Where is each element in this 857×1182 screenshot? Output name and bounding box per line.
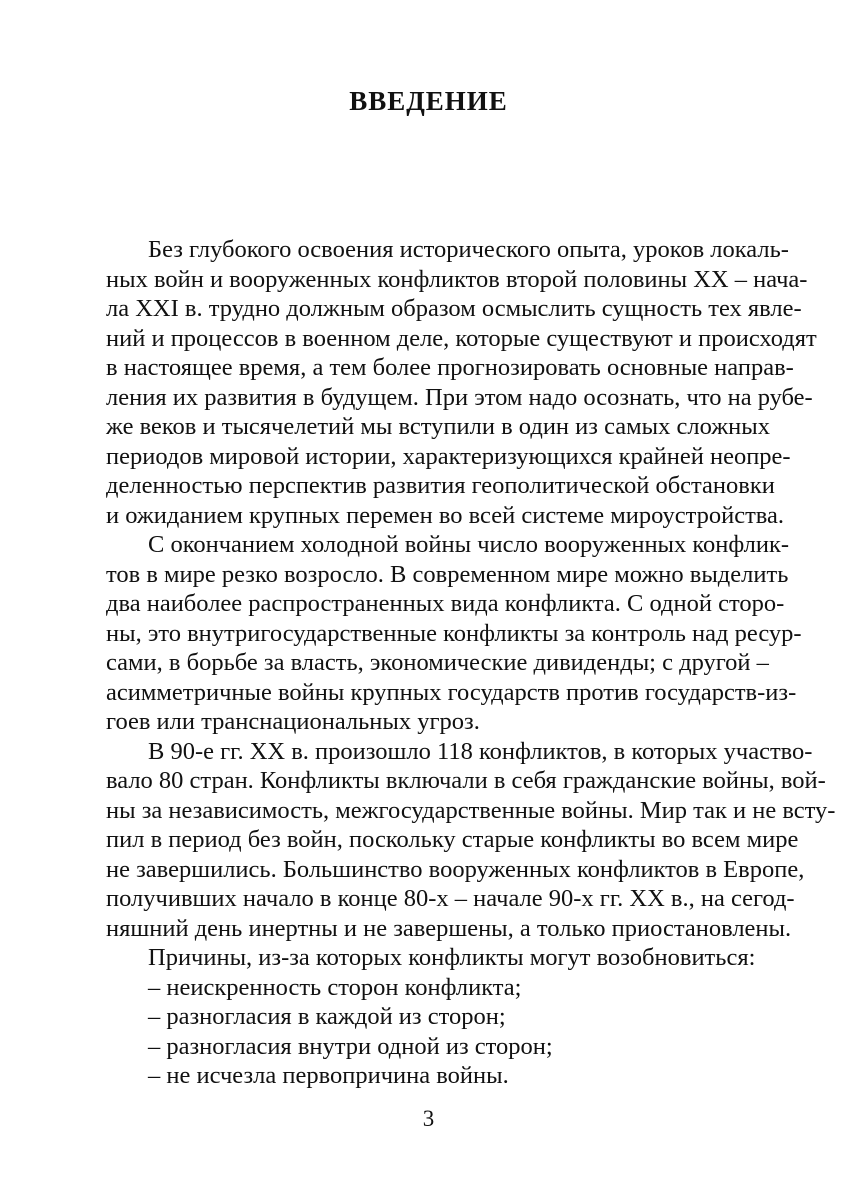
text-line: ла XXI в. трудно должным образом осмыслить сущность тех явле- <box>106 295 802 322</box>
text-line: гоев или транснациональных угроз. <box>106 708 480 735</box>
page-title: ВВЕДЕНИЕ <box>349 86 508 116</box>
text-line: тов в мире резко возросло. В современном мире можно выделить <box>106 560 789 588</box>
text-line: и ожиданием крупных перемен во всей системе мироустройства. <box>106 501 785 529</box>
list-item: – неискренность сторон конфликта; <box>148 973 522 1001</box>
text-line: же веков и тысячелетий мы вступили в один из самых сложных <box>106 413 770 440</box>
text-line: С окончанием холодной войны число вооруженных конфлик- <box>148 531 790 558</box>
list-item: – разногласия внутри одной из сторон; <box>148 1032 553 1060</box>
text-line: не завершились. Большинство вооруженных конфликтов в Европе, <box>106 855 805 883</box>
text-line: няшний день инертны и не завершены, а только приостановлены. <box>106 914 792 942</box>
text-line: Причины, из-за которых конфликты могут возобновиться: <box>148 944 756 971</box>
text-line: ления их развития в будущем. При этом надо осознать, что на рубе- <box>106 383 813 411</box>
text-line: два наиболее распространенных вида конфликта. С одной сторо- <box>106 590 785 617</box>
text-line: в настоящее время, а тем более прогнозировать основные направ- <box>106 354 794 381</box>
text-line: вало 80 стран. Конфликты включали в себя гражданские войны, вой- <box>106 767 826 794</box>
text-line: асимметричные войны крупных государств против государств-из- <box>106 678 797 706</box>
page-number: 3 <box>422 1105 435 1131</box>
text-line: получивших начало в конце 80-х – начале 90-х гг. XX в., на сегод- <box>106 885 795 912</box>
list-item: – разногласия в каждой из сторон; <box>148 1003 506 1030</box>
text-line: ны, это внутригосударственные конфликты за контроль над ресур- <box>106 619 802 647</box>
text-line: пил в период без войн, поскольку старые конфликты во всем мире <box>106 826 799 853</box>
text-line: деленностью перспектив развития геополитической обстановки <box>106 472 775 499</box>
list-item: – не исчезла первопричина войны. <box>148 1062 509 1089</box>
text-line: ний и процессов в военном деле, которые существуют и происходят <box>106 324 817 352</box>
text-line: В 90-е гг. XX в. произошло 118 конфликтов, в которых участво- <box>148 737 813 765</box>
text-line: ны за независимость, межгосударственные войны. Мир так и не всту- <box>106 796 836 824</box>
text-line: периодов мировой истории, характеризующихся крайней неопре- <box>106 442 791 470</box>
text-line: Без глубокого освоения исторического опыта, уроков локаль- <box>148 236 789 263</box>
text-line: сами, в борьбе за власть, экономические дивиденды; с другой – <box>106 649 769 676</box>
text-line: ных войн и вооруженных конфликтов второй половины XX – нача- <box>106 265 808 293</box>
